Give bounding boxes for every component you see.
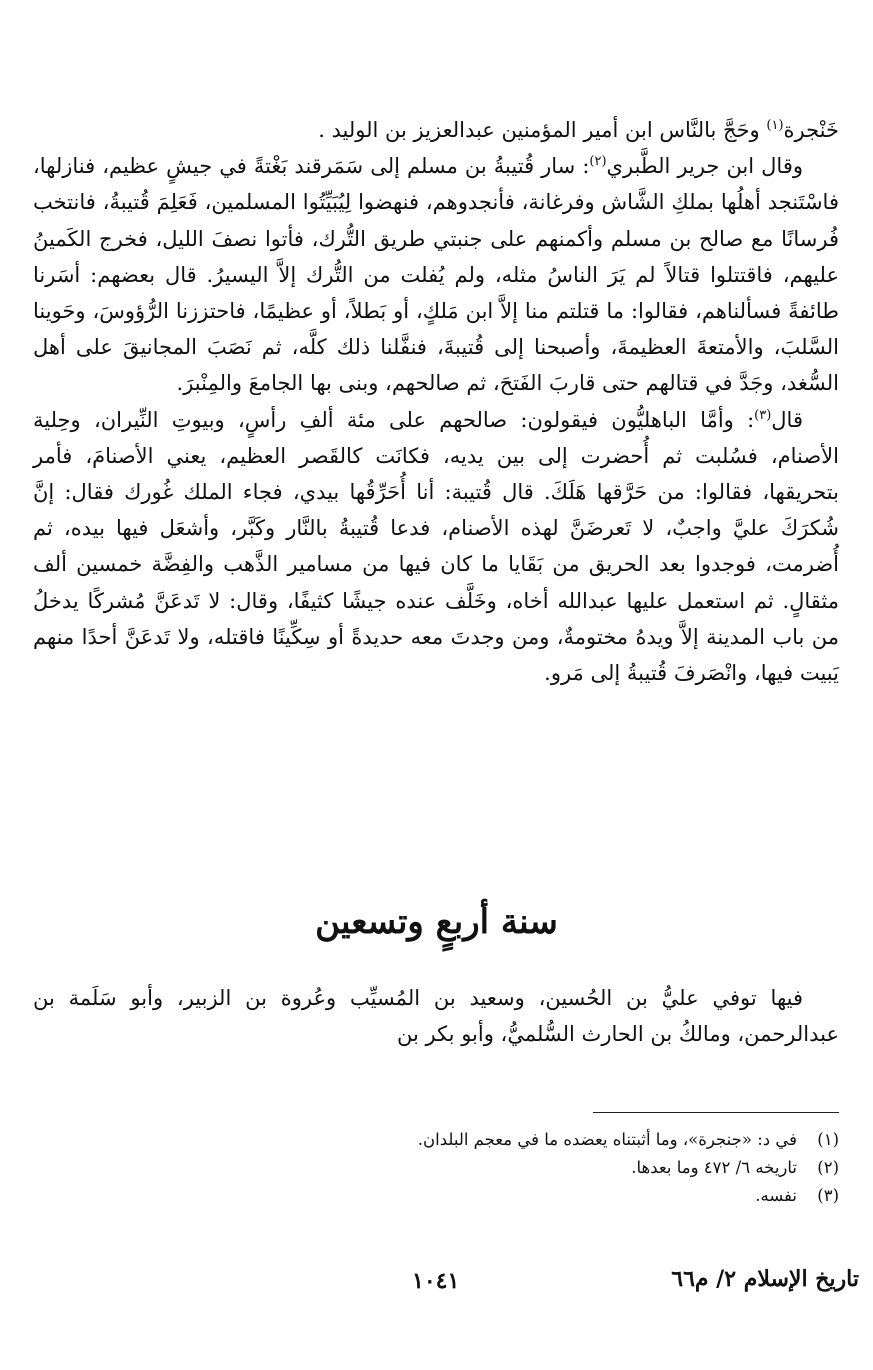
footnote-3 — [33, 1182, 839, 1210]
footnotes — [33, 1126, 839, 1210]
footnote-text: تاريخه ٦/ ٤٧٢ وما بعدها. — [631, 1158, 797, 1177]
paragraph-text: قال — [771, 407, 803, 432]
footnote-number: (١) — [817, 1130, 839, 1149]
paragraph-text: وحَجَّ بالنَّاس ابن أمير المؤمنين عبدالعزيز بن الوليد . — [318, 118, 767, 142]
section-paragraph: فيها توفي عليُّ بن الحُسين، وسعيد بن المُسيِّب وعُروة بن الزبير، وأبو سَلَمة بن عبدالرحمن، ومالكُ بن الحارث السُّلميُّ، وأبو بكر بن — [33, 986, 839, 1047]
paragraph-1 — [33, 112, 839, 148]
paragraph-text: : وأمَّا الباهليُّون فيقولون: صالحهم على مئة ألفِ رأسٍ، وبيوتِ النِّيران، وحِلية الأصنام، فسُلبت ثم أُحضرت إلى بين يديه، فكانَت كالقَصر العظيم، يعني الأصنامَ، فأمر بتحريقها، فقالوا: من حَرَّقها هَلَكَ. قال قُتيبة: أنا أُحَرِّقُها بيدي، فجاء الملك غُورك فقال: إنَّ شُكرَكَ عليَّ واجبٌ، لا تَعرضَنَّ لهذه الأصنام، فدعا قُتيبةُ بالنَّار وكَبَّر، وأشعَل فيها بيده، ثم أُضرمت، فوجدوا بعد الحريق من بَقَايا ما كان فيها من مسامير الذَّهب والفِضَّة خمسين ألف مثقالٍ. ثم استعمل عليها عبدالله أخاه، وخَلَّف عنده جيشًا كثيفًا، وقال: لا تَدعَنَّ مُشركًا يدخلُ من باب المدينة إلاَّ ويدهُ مختومةٌ، ومن وجدتَ معه حديدةً أو سِكِّينًا فاقتله، ولا تَدعَنَّ أحدًا منهم يَبيت فيها، وانْصَرفَ قُتيبةُ إلى مَرو. — [33, 407, 839, 686]
section-heading: سنة أربعٍ وتسعين — [315, 902, 558, 942]
paragraph-text: خَنْجرة — [783, 118, 839, 142]
footnote-number: (٢) — [817, 1158, 839, 1177]
paragraph-text: : سار قُتيبةُ بن مسلم إلى سَمَرقند بَغْتةً في جيشٍ عظيم، فنازلها، فاسْتَنجد أهلُها بملكِ الشَّاش وفرغانة، فأنجدوهم، فنهضوا لِيُبَيِّتُوا المسلمين، فَعَلِمَ قُتيبةُ، فانتخب فُرسانًا مع صالح بن مسلم وأكمنهم على جنبتي طريق التُّرك، فأتوا نصفَ الليل، فخرج الكَمينُ عليهم، فاقتتلوا قتالاً لم يَرَ الناسُ مثله، ولم يُفلت من التُّرك إلاَّ اليسيرُ. قال بعضهم: أسَرنا طائفةً فسألناهم، فقالوا: ما قتلتم منا إلاَّ ابن مَلكٍ، أو بَطلاً، أو عظيمًا، فاحتززنا الرُّؤوسَ، وحَوينا السَّلبَ، والأمتعةَ العظيمةَ، وأصبحنا إلى قُتيبةَ، فنفَّلنا ذلك كلَّه، ثم نَصَبَ المجانيقَ على أهل السُّغد، وجَدَّ في قتالهم حتى قاربَ الفَتحَ، ثم صالحهم، وبنى بها الجامعَ والمِنْبرَ. — [33, 154, 839, 396]
footnote-divider — [593, 1112, 839, 1113]
paragraph-text: وقال ابن جرير الطَّبري — [606, 154, 803, 179]
page-number: ١٠٤١ — [412, 1268, 460, 1294]
running-title: تاريخ الإسلام ٢/ م٦٦ — [671, 1266, 859, 1292]
paragraph-3 — [33, 402, 839, 692]
page-footer — [0, 1266, 873, 1306]
footnote-text: نفسه. — [755, 1186, 797, 1205]
footnote-text: في د: «جنجرة»، وما أثبتناه يعضده ما في معجم البلدان. — [417, 1130, 797, 1149]
footnote-ref-1: (١) — [766, 118, 784, 133]
footnote-number: (٣) — [817, 1186, 839, 1205]
footnote-ref-3: (٣) — [754, 407, 772, 423]
main-text — [33, 112, 839, 691]
footnote-2 — [33, 1154, 839, 1182]
section-text — [33, 980, 839, 1052]
paragraph-2 — [33, 148, 839, 401]
footnote-ref-2: (٢) — [589, 154, 607, 170]
footnote-1 — [33, 1126, 839, 1154]
